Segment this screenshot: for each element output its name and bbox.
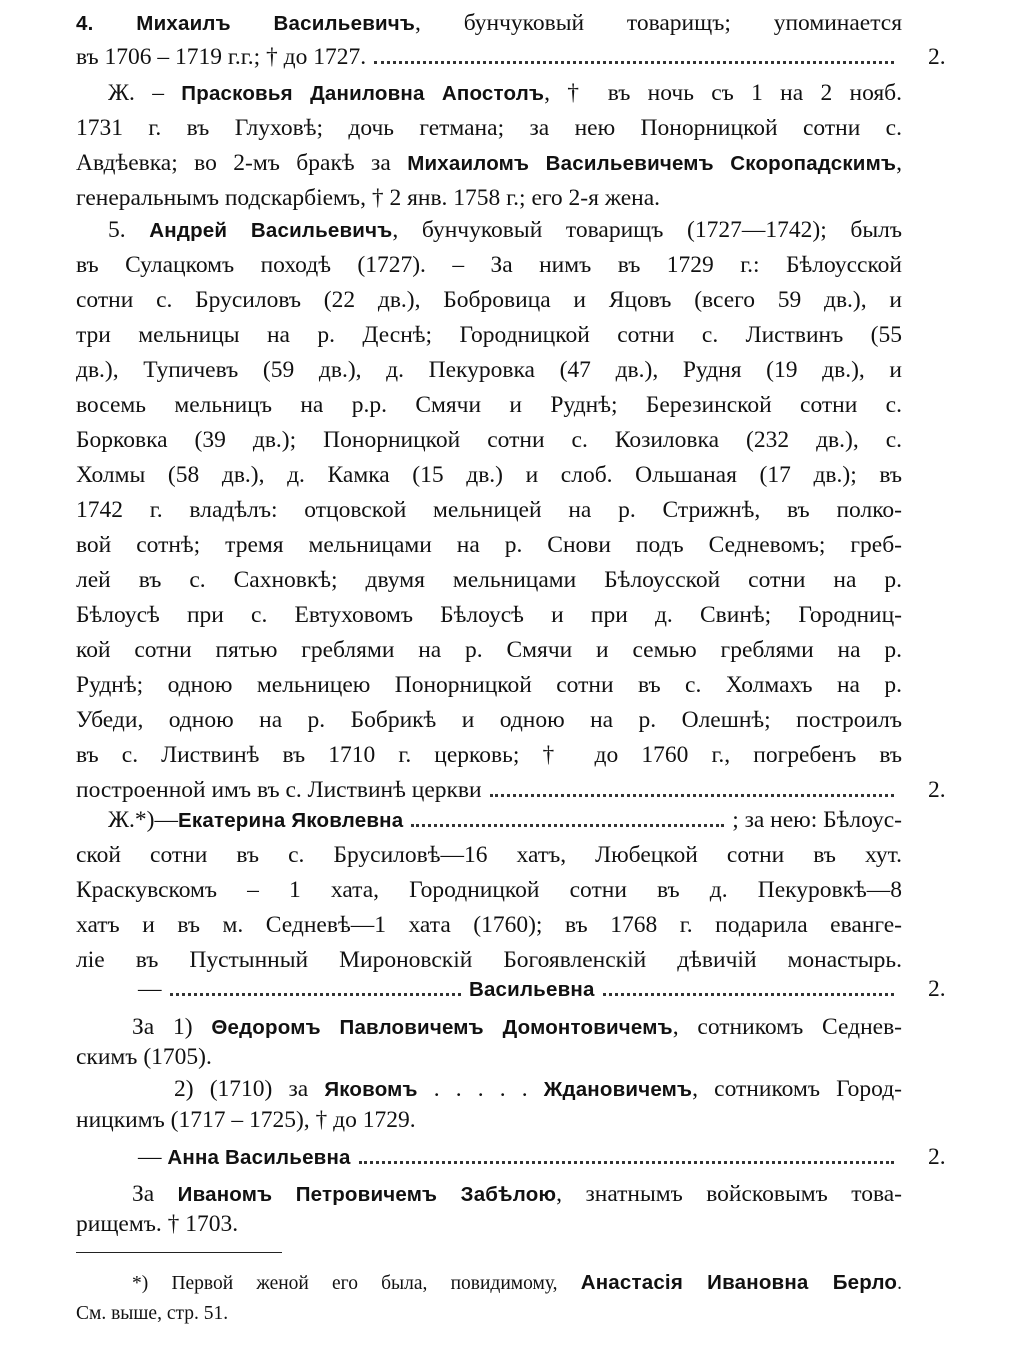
person-name: Θедоромъ Павловичемъ Домонтовичемъ bbox=[211, 1016, 673, 1039]
wife-5-text-line: ліе въ Пустынный Мироновскій Богоявленскій дѣвичій монастырь. bbox=[76, 947, 902, 973]
wife-4-line-2: 1731 г. въ Глуховѣ; дочь гетмана; за нею Понорницкой сотни с. bbox=[76, 115, 902, 141]
dot-leader bbox=[359, 1161, 894, 1164]
wife-5-text-line: хатъ и въ м. Седневѣ—1 хата (1760); въ 1768 г. подарила еванге- bbox=[76, 912, 902, 938]
entry-5-text-line: Холмы (58 дв.), д. Камка (15 дв.) и слоб. Ольшаная (17 дв.); въ bbox=[76, 462, 902, 488]
dot-leader bbox=[490, 794, 894, 797]
entry-5-text-line: Борковка (39 дв.); Понорницкой сотни с. Козиловка (232 дв.), с. bbox=[76, 427, 902, 453]
footnote-line-2: См. выше, стр. 51. bbox=[76, 1303, 229, 1324]
entry-4-line-1: 4. Михаилъ Васильевичъ, бунчуковый товарищъ; упоминается bbox=[76, 10, 903, 36]
entry-5-text-line: три мельницы на р. Деснѣ; Городницкой сотни с. Листвинъ (55 bbox=[76, 322, 902, 348]
person-name: Екатерина Яковлевна bbox=[178, 809, 404, 832]
daughter-1-heading: — Васильевна bbox=[76, 972, 902, 1006]
person-name: Михаиломъ Васильевичемъ Скоропадскимъ bbox=[407, 152, 897, 175]
daughter-1-husband-1: За 1) Θедоромъ Павловичемъ Домонтовичемъ, сотникомъ Седнев- bbox=[132, 1014, 902, 1040]
entry-5-text-line: Руднѣ; одною мельницею Понорницкой сотни въ с. Холмахъ на р. bbox=[76, 672, 902, 698]
daughter-1-husband-2-cont: ницкимъ (1717 – 1725), † до 1729. bbox=[76, 1107, 416, 1133]
generation-number: 2. bbox=[928, 777, 946, 803]
generation-number: 2. bbox=[928, 44, 946, 70]
generation-number: 2. bbox=[928, 1144, 946, 1170]
entry-5-text-line: Бѣлоусѣ при с. Евтуховомъ Бѣлоусѣ и при д. Свинѣ; Городниц- bbox=[76, 602, 902, 628]
person-name: Яковомъ bbox=[324, 1078, 418, 1101]
entry-5-text-line: дв.), Тупичевъ (59 дв.), д. Пекуровка (47 дв.), Рудня (19 дв.), и bbox=[76, 357, 902, 383]
entry-4-line-2: въ 1706 – 1719 г.г.; † до 1727. bbox=[76, 40, 902, 74]
wife-5-text-line: ской сотни въ с. Брусиловѣ—16 хатъ, Любецкой сотни въ хут. bbox=[76, 842, 902, 868]
entry-5-text-line: въ с. Листвинѣ въ 1710 г. церковь; † до 1760 г., погребенъ въ bbox=[76, 742, 902, 768]
daughter-2-husband-cont: рищемъ. † 1703. bbox=[76, 1211, 239, 1237]
dot-leader bbox=[603, 993, 894, 996]
person-name: Ждановичемъ bbox=[543, 1078, 693, 1101]
person-name: Прасковья Даниловна Апостолъ bbox=[181, 82, 545, 105]
entry-5-line-1: 5. Андрей Васильевичъ, бунчуковый товарищъ (1727—1742); былъ bbox=[108, 217, 903, 243]
person-name: Михаилъ Васильевичъ bbox=[136, 12, 416, 35]
entry-5-last-line: построенной имъ въ с. Листвинѣ церкви bbox=[76, 773, 902, 807]
person-name: Иваномъ Петровичемъ Забѣлою bbox=[177, 1183, 557, 1206]
wife-5-line-1: Ж.*)— Екатерина Яковлевна ; за нею: Бѣлоус- bbox=[76, 803, 902, 837]
daughter-1-husband-1-cont: скимъ (1705). bbox=[76, 1044, 212, 1070]
dot-leader bbox=[411, 824, 724, 827]
person-name: Васильевна bbox=[468, 978, 595, 1001]
footnote-rule bbox=[76, 1252, 282, 1253]
entry-5-text-line: восемь мельницъ на р.р. Смячи и Руднѣ; Березинской сотни с. bbox=[76, 392, 902, 418]
entry-5-text-line: кой сотни пятью греблями на р. Смячи и семью греблями на р. bbox=[76, 637, 902, 663]
entry-5-text-line: въ Сулацкомъ походѣ (1727). – За нимъ въ 1729 г.: Бѣлоусской bbox=[76, 252, 902, 278]
dot-leader bbox=[374, 61, 894, 64]
entry-5-text-line: вой сотнѣ; тремя мельницами на р. Снови подъ Седневомъ; греб- bbox=[76, 532, 902, 558]
wife-5-text-line: Краскувскомъ – 1 хата, Городницкой сотни въ д. Пекуровкѣ—8 bbox=[76, 877, 902, 903]
entry-5-text-line: лей въ с. Сахновкѣ; двумя мельницами Бѣлоусской сотни на р. bbox=[76, 567, 902, 593]
entry-5-text-line: Убеди, одною на р. Бобрикѣ и одною на р. Олешнѣ; построилъ bbox=[76, 707, 902, 733]
daughter-2-husband: За Иваномъ Петровичемъ Забѣлою, знатнымъ войсковымъ това- bbox=[132, 1181, 902, 1207]
daughter-2-heading: — Анна Васильевна bbox=[76, 1140, 902, 1174]
entry-5-text-line: сотни с. Брусиловъ (22 дв.), Бобровица и Яцовъ (всего 59 дв.), и bbox=[76, 287, 902, 313]
wife-4-line-4: генеральнымъ подскарбіемъ, † 2 янв. 1758 г.; его 2-я жена. bbox=[76, 185, 661, 211]
person-name: Анастасія Ивановна Берло bbox=[580, 1271, 898, 1294]
wife-4-line-1: Ж. – Прасковья Даниловна Апостолъ, † въ ночь съ 1 на 2 нояб. bbox=[108, 80, 903, 106]
wife-4-line-3: Авдѣевка; во 2-мъ бракѣ за Михаиломъ Васильевичемъ Скоропадскимъ, bbox=[76, 150, 902, 176]
daughter-1-husband-2: 2) (1710) за Яковомъ . . . . . Ждановичемъ, сотникомъ Город- bbox=[174, 1076, 903, 1102]
dot-leader bbox=[170, 993, 461, 996]
entry-5-text-line: 1742 г. владѣлъ: отцовской мельницей на р. Стрижнѣ, въ полко- bbox=[76, 497, 902, 523]
generation-number: 2. bbox=[928, 976, 946, 1002]
footnote-line-1: *) Первой женой его была, повидимому, Анастасія Ивановна Берло. bbox=[132, 1271, 903, 1294]
person-name: Андрей Васильевичъ bbox=[149, 219, 393, 242]
person-name: Анна Васильевна bbox=[167, 1146, 351, 1169]
